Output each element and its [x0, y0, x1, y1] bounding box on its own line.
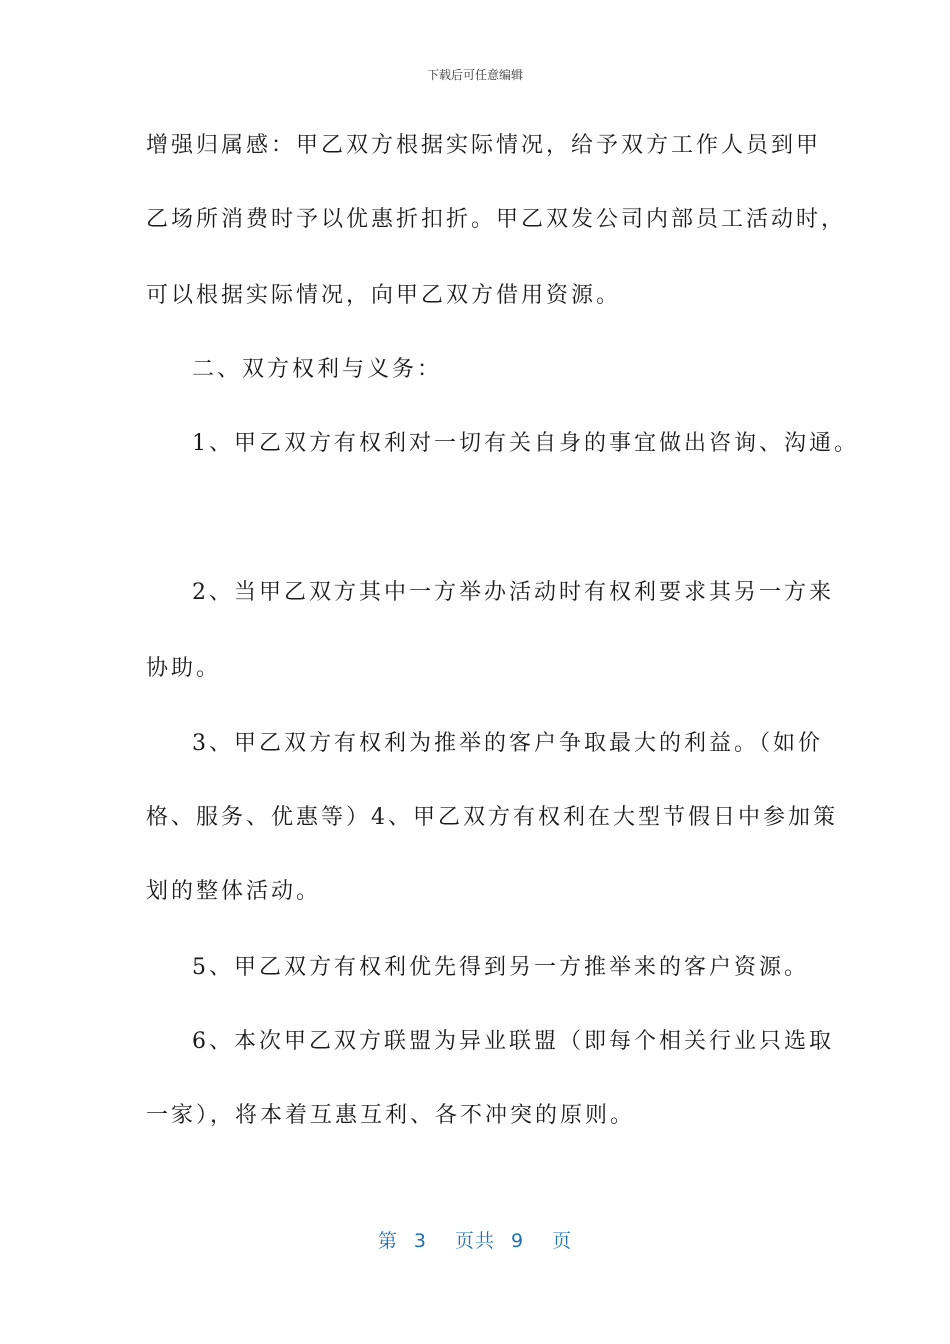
- list-item: 3、甲乙双方有权利为推举的客户争取最大的利益。（如价: [192, 731, 823, 756]
- footer-suffix: 页: [552, 1230, 573, 1252]
- list-item: 5、甲乙双方有权利优先得到另一方推举来的客户资源。: [192, 955, 809, 980]
- paragraph-line: 格、服务、优惠等）4、甲乙双方有权利在大型节假日中参加策: [146, 805, 838, 830]
- footer-middle: 页共: [454, 1230, 495, 1252]
- paragraph-line: 可以根据实际情况，向甲乙双方借用资源。: [146, 283, 622, 308]
- list-item: 1、甲乙双方有权利对一切有关自身的事宜做出咨询、沟通。: [192, 431, 859, 456]
- header-note: 下载后可任意编辑: [426, 68, 523, 82]
- list-item: 6、本次甲乙双方联盟为异业联盟（即每个相关行业只选取: [192, 1029, 834, 1054]
- paragraph-line: 一家），将本着互惠互利、各不冲突的原则。: [146, 1103, 636, 1128]
- paragraph-line: 乙场所消费时予以优惠折扣折。甲乙双发公司内部员工活动时，: [146, 207, 847, 232]
- footer-total-pages: 9: [511, 1230, 525, 1252]
- footer-prefix: 第: [377, 1230, 398, 1252]
- paragraph-line: 协助。: [146, 656, 222, 681]
- footer-current-page: 3: [413, 1230, 427, 1252]
- list-item: 2、当甲乙双方其中一方举办活动时有权利要求其另一方来: [192, 580, 834, 605]
- paragraph-line: 划的整体活动。: [146, 879, 322, 904]
- page-number-footer: [0, 1226, 950, 1253]
- section-heading: 二、双方权利与义务：: [192, 357, 443, 382]
- paragraph-line: 增强归属感：甲乙双方根据实际情况，给予双方工作人员到甲: [146, 133, 822, 158]
